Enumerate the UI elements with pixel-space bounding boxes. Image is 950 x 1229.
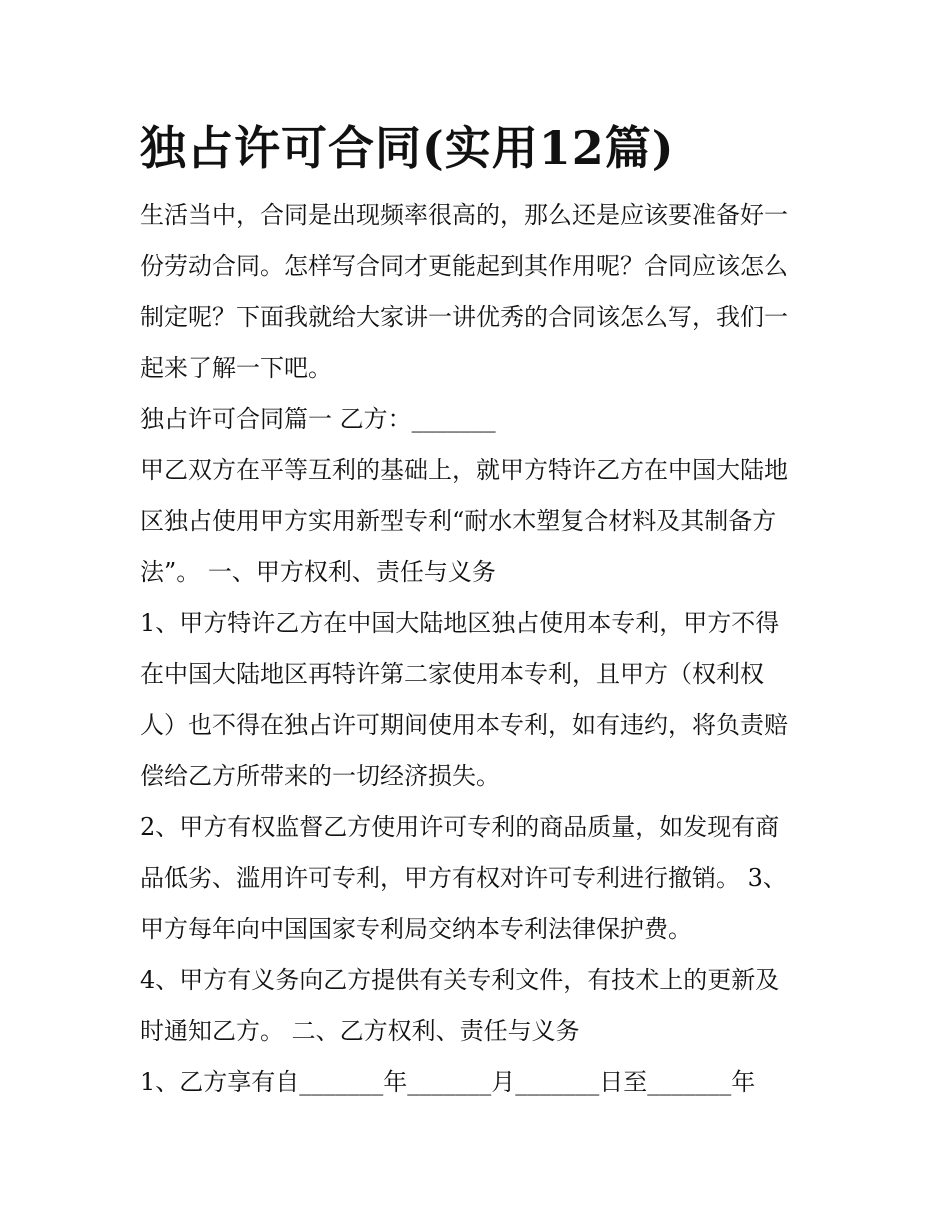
text-line: 2、甲方有权监督乙方使用许可专利的商品质量，如发现有商 <box>140 813 780 841</box>
text-line: 在中国大陆地区再特许第二家使用本专利，且甲方（权利权 <box>140 660 764 688</box>
text-line: 品低劣、滥用许可专利，甲方有权对许可专利进行撤销。 3、 <box>140 864 787 892</box>
text-line: 时通知乙方。 二、乙方权利、责任与义务 <box>140 1017 580 1045</box>
text-line: 份劳动合同。怎样写合同才更能起到其作用呢？合同应该怎么 <box>140 252 788 280</box>
text-line: 人）也不得在独占许可期间使用本专利，如有违约，将负责赔 <box>140 711 788 739</box>
text-line: 甲方每年向中国国家专利局交纳本专利法律保护费。 <box>140 915 692 943</box>
text-line: 制定呢？下面我就给大家讲一讲优秀的合同该怎么写，我们一 <box>140 303 788 331</box>
text-line: 起来了解一下吧。 <box>140 354 332 382</box>
text-line: 独占许可合同篇一 乙方：_______ <box>140 405 496 433</box>
text-line: 1、乙方享有自_______年_______月_______日至_______年 <box>140 1068 756 1096</box>
text-line: 法”。 一、甲方权利、责任与义务 <box>140 558 496 586</box>
text-line: 甲乙双方在平等互利的基础上，就甲方特许乙方在中国大陆地 <box>140 456 788 484</box>
text-line: 生活当中，合同是出现频率很高的，那么还是应该要准备好一 <box>140 201 788 229</box>
text-line: 偿给乙方所带来的一切经济损失。 <box>140 762 500 790</box>
text-line: 1、甲方特许乙方在中国大陆地区独占使用本专利，甲方不得 <box>140 609 780 637</box>
document-page <box>140 108 820 1108</box>
text-line: 区独占使用甲方实用新型专利“耐水木塑复合材料及其制备方 <box>140 507 777 535</box>
document-title: 独占许可合同(实用12篇) <box>140 121 675 175</box>
text-line: 4、甲方有义务向乙方提供有关专利文件，有技术上的更新及 <box>140 966 780 994</box>
